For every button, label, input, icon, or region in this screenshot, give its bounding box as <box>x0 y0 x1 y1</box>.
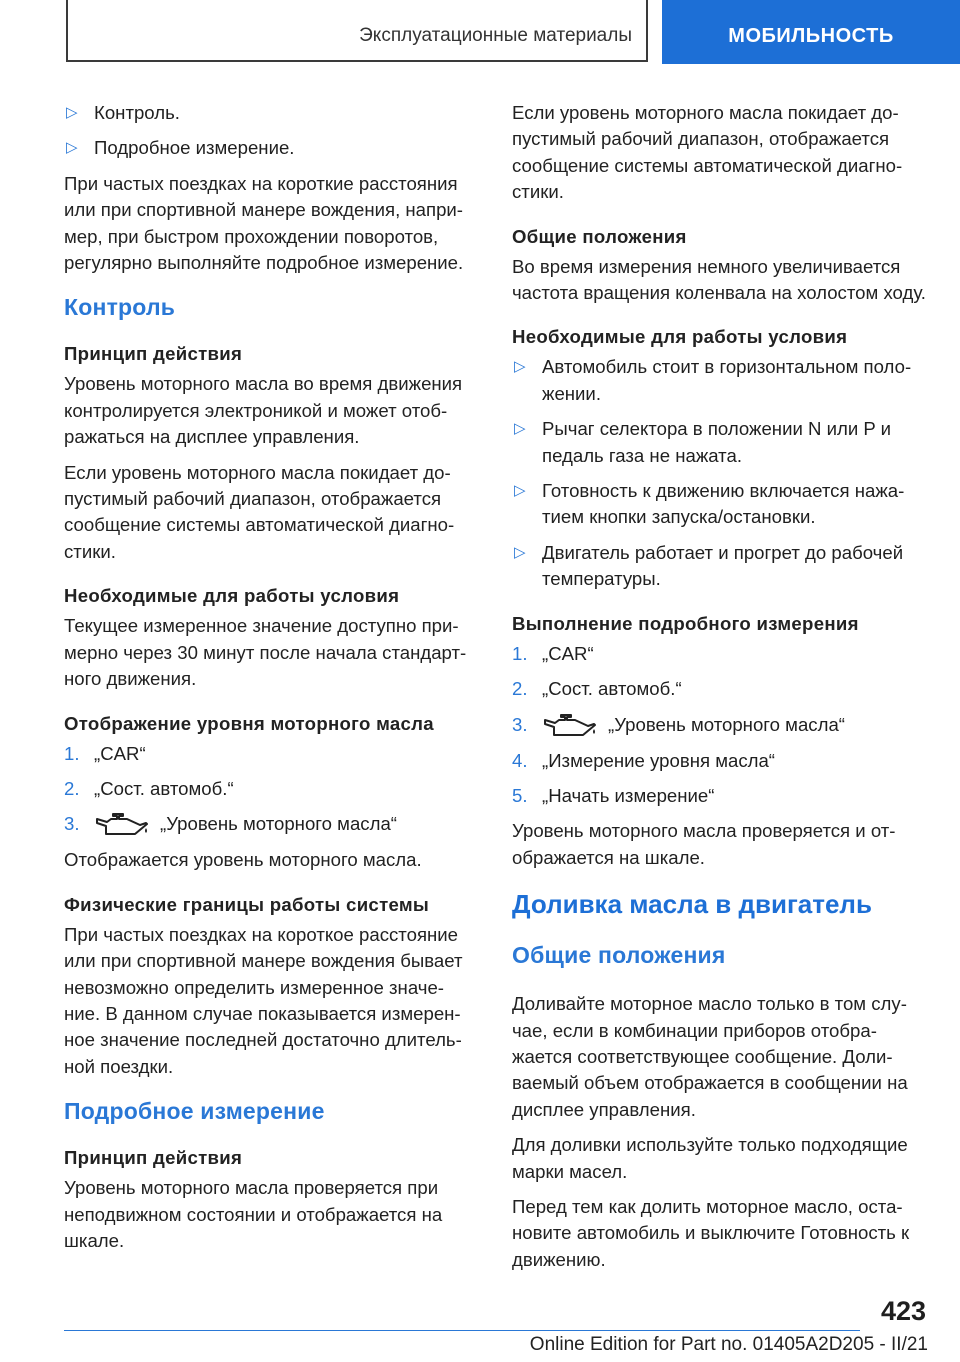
display-heading: Отображение уровня моторного масла <box>64 712 434 734</box>
triangle-right-icon: ▷ <box>514 543 526 561</box>
topup-paragraph-3: Перед тем как долить моторное масло, оста-новите автомобиль и выключите Готовность к движению. <box>512 1196 910 1270</box>
section-title: Эксплуатационные материалы <box>66 0 648 62</box>
page-number: 423 <box>880 1296 926 1326</box>
right-column <box>512 100 926 1282</box>
chapter-title: МОБИЛЬНОСТЬ <box>662 0 960 64</box>
principle-paragraph: Уровень моторного масла во время движения контролируется электроникой и может отоб-ражаться на дисплее управления. <box>64 373 463 448</box>
page-header <box>0 0 960 66</box>
list-item: ▷ Готовность к движению включается нажа-тием кнопки запуска/остановки. <box>514 480 905 528</box>
list-item: 1. „CAR“ <box>64 742 146 764</box>
list-item: 3. „Уровень моторного масла“ <box>64 811 476 838</box>
oil-can-icon <box>542 713 598 739</box>
detailed-heading: Подробное измерение <box>64 1098 325 1125</box>
list-item: 4. „Измерение уровня масла“ <box>512 749 776 771</box>
list-item: 1. „CAR“ <box>512 642 594 664</box>
limits-paragraph: При частых поездках на короткое расстояние или при спортивной манере вождения бывает невозможно определить измеренное значе-ние. В данном случае показывается измерен-ное значение последней достаточно длитель-ной поездки. <box>64 923 463 1077</box>
triangle-right-icon: ▷ <box>514 358 526 376</box>
procedure-result: Уровень моторного масла проверяется и от-ображается на шкале. <box>512 820 896 868</box>
display-result: Отображается уровень моторного масла. <box>64 849 422 871</box>
conditions-heading: Необходимые для работы условия <box>64 585 400 607</box>
triangle-right-icon: ▷ <box>514 420 526 438</box>
detailed-principle-paragraph: Уровень моторного масла проверяется при неподвижном состоянии и отображается на шкале. <box>64 1177 443 1252</box>
left-column <box>64 100 476 1263</box>
range-paragraph: Если уровень моторного масла покидает до-пустимый рабочий диапазон, отображается сообщение системы автоматической диагно-стики. <box>512 102 903 203</box>
topup-paragraph-2: Для доливки используйте только подходящие марки масел. <box>512 1134 908 1182</box>
triangle-right-icon: ▷ <box>66 104 78 121</box>
topup-paragraph-1: Доливайте моторное масло только в том слу-чае, если в комбинации приборов отобра-жается соответствующее сообщение. Доли-ваемый объем отображается в сообщении на дисплее управления. <box>512 993 908 1120</box>
conditions-list <box>512 354 926 592</box>
list-item: ▷ Двигатель работает и прогрет до рабочей температуры. <box>514 541 904 590</box>
list-item: ▷ Рычаг селектора в положении N или P и педаль газа не нажата. <box>514 418 892 466</box>
control-heading: Контроль <box>64 294 176 321</box>
conditions-paragraph: Текущее измеренное значение доступно при-мерно через 30 минут после начала стандарт-ного движения. <box>64 615 467 690</box>
principle-heading: Принцип действия <box>64 343 243 365</box>
procedure-heading: Выполнение подробного измерения <box>512 612 859 634</box>
footer-divider <box>64 1330 860 1331</box>
list-item: 2. „Сост. автомоб.“ <box>64 777 234 799</box>
conditions-heading: Необходимые для работы условия <box>512 326 848 348</box>
triangle-right-icon: ▷ <box>514 482 526 500</box>
range-paragraph: Если уровень моторного масла покидает до-пустимый рабочий диапазон, отображается сообщение системы автоматической диагно-стики. <box>64 461 455 562</box>
topup-general-heading: Общие положения <box>512 942 726 969</box>
list-item: ▷ Автомобиль стоит в горизонтальном поло-жении. <box>514 356 912 404</box>
list-item: ▷ Подробное измерение. <box>64 135 476 161</box>
topup-heading: Доливка масла в двигатель <box>512 889 872 920</box>
list-item: 3. „Уровень моторного масла“ <box>512 712 926 739</box>
detailed-principle-heading: Принцип действия <box>64 1147 243 1169</box>
general-paragraph: Во время измерения немного увеличивается частота вращения коленвала на холостом ходу. <box>512 255 926 304</box>
list-item: 2. „Сост. автомоб.“ <box>512 678 682 700</box>
triangle-right-icon: ▷ <box>66 139 78 157</box>
procedure-steps <box>512 641 926 810</box>
intro-paragraph: При частых поездках на короткие расстояния или при спортивной манере вождения, напри-мер, при быстром прохождении поворотов, регулярно выполняйте подробное измерение. <box>64 172 464 274</box>
oil-can-icon <box>94 812 150 838</box>
limits-heading: Физические границы работы системы <box>64 893 430 915</box>
display-steps <box>64 741 476 839</box>
edition-note: Online Edition for Part no. 01405A2D205 - II/21 <box>529 1334 928 1355</box>
general-heading: Общие положения <box>512 225 687 247</box>
list-item: 5. „Начать измерение“ <box>512 785 715 806</box>
topic-list <box>64 100 476 162</box>
list-item: ▷ Контроль. <box>64 100 476 126</box>
